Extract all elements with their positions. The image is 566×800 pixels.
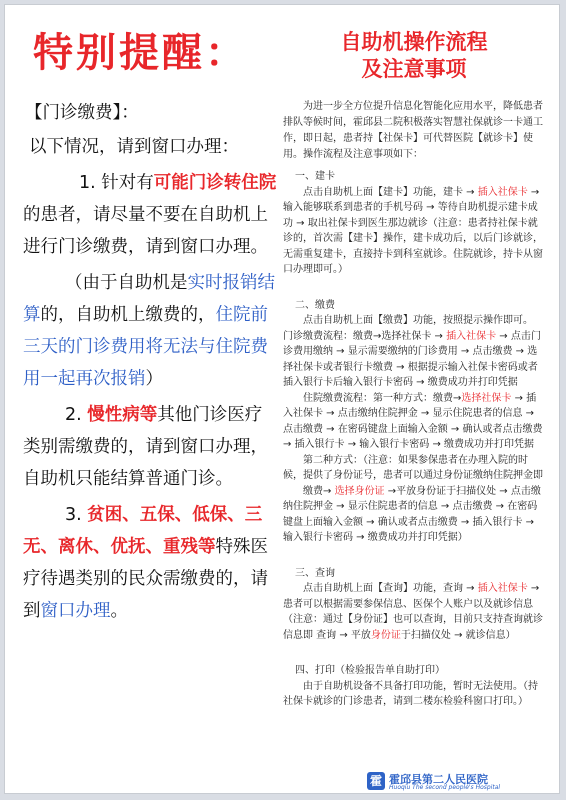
section-print-heading: 四、打印（检验报告单自助打印）: [295, 665, 445, 676]
hospital-emblem-icon: 霍: [367, 772, 385, 790]
procedure-intro: 为进一步全方位提升信息化智能化应用水平，降低患者排队等候时间，霍邱县二院积极落实智慧社保就诊一卡通工作，即日起，患者持【社保卡】可代替医院【就诊卡】使用。操作流程及注意事项如下：: [283, 101, 543, 160]
window-instruction: 以下情况，请到窗口办理：: [29, 137, 239, 157]
hospital-logo: [367, 771, 517, 793]
section-create-card-body: 点击自助机上面【建卡】功能，建卡 → 插入社保卡 → 输入能够联系到患者的手机号码 → 等待自助机提示建卡成功 → 取出社保卡到医生那边就诊（注意：患者持社保卡就诊的，首次需【建卡】操作，建卡成功后，以后门诊就诊，无需重复建卡，直接持卡到科室就诊。住院就诊，持卡从窗口办理即可。）: [283, 186, 543, 275]
hospital-english-name: Huoqiu The second people's Hospital: [389, 784, 501, 791]
notice-poster: [4, 4, 560, 794]
section-payment-outpatient: 门诊缴费流程：缴费→选择社保卡 → 插入社保卡 → 点击门诊费用缴纳 → 显示需要缴纳的门诊费用 → 点击缴费 → 选择社保卡或者银行卡缴费 → 根据提示输入社保卡密码或者插入银行卡后输入银行卡密码 → 缴费成功并打印凭据: [283, 330, 541, 388]
section-create-card-heading: 一、建卡: [295, 171, 335, 182]
procedure-column: [283, 29, 545, 710]
outpatient-payment-heading: 【门诊缴费】：: [25, 103, 139, 123]
section-query-heading: 三、查询: [295, 567, 335, 579]
section-print-body: 由于自助机设备不具备打印功能，暂时无法使用。（持社保卡就诊的门诊患者，请到二楼东检验科窗口打印。）: [283, 680, 538, 707]
section-query-body: 点击自助机上面【查询】功能，查询 → 插入社保卡 → 患者可以根据需要参保信息、医保个人账户以及就诊信息（注意：通过【身份证】也可以查询，目前只支持查询就诊信息即 查询 → 平放身份证于扫描仪处 → 就诊信息）: [283, 583, 543, 641]
reminder-item-1: 1. 针对有可能门诊转住院的患者，请尽量不要在自助机上进行门诊缴费，请到窗口办理。: [23, 173, 277, 257]
procedure-title: 自助机操作流程 及注意事项: [340, 30, 488, 81]
hospital-name: 霍邱县第二人民医院: [389, 773, 488, 786]
reminder-title: 特别提醒：: [33, 30, 248, 76]
section-payment-inpatient-2-steps: 缴费→ 选择身份证 →平放身份证于扫描仪处 → 点击缴纳住院押金 → 显示住院患者的信息 → 点击缴费 → 在密码键盘上面输入金额 → 确认或者点击缴费 → 插入银行卡 → 输入银行卡密码 → 缴费成功并打印凭据）: [283, 485, 541, 543]
section-payment-heading: 二、缴费: [295, 299, 335, 311]
section-payment-inpatient-2: 第二种方式：（注意：如果参保患者在办理入院的时候，提供了身份证号，患者可以通过身份证缴纳住院押金即: [283, 454, 543, 481]
reminder-column: [15, 29, 277, 631]
section-payment-intro: 点击自助机上面【缴费】功能，按照提示操作即可。: [303, 315, 533, 326]
reminder-note: （由于自助机是实时报销结算的，自助机上缴费的，住院前三天的门诊费用将无法与住院费用一起再次报销）: [23, 273, 275, 389]
section-payment-inpatient-1: 住院缴费流程：第一种方式：缴费→选择社保卡 → 插入社保卡 → 点击缴纳住院押金 → 显示住院患者的信息 → 点击缴费 → 在密码键盘上面输入金额 → 确认或者点击缴费 → 插入银行卡 → 输入银行卡密码 → 缴费成功并打印凭据: [283, 392, 543, 450]
reminder-item-2: 2. 慢性病等其他门诊医疗类别需缴费的，请到窗口办理，自助机只能结算普通门诊。: [23, 405, 268, 489]
reminder-item-3: 3. 贫困、五保、低保、三无、离休、优抚、重残等特殊医疗待遇类别的民众需缴费的，请到窗口办理。: [23, 505, 268, 621]
